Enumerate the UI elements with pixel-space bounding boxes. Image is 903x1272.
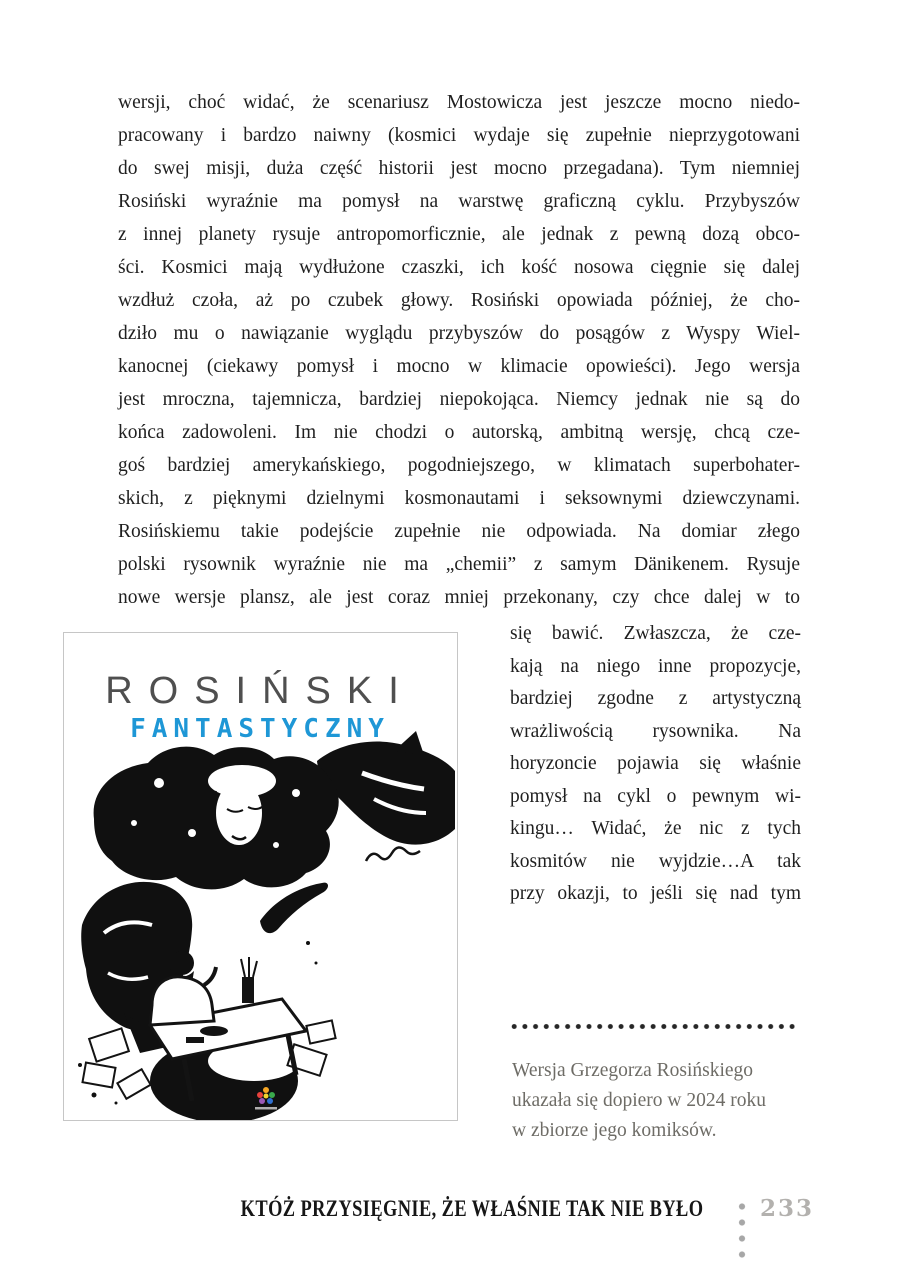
body-text: [118, 86, 800, 614]
body-line: pracowany i bardzo naiwny (kosmici wydaje się zupełnie nieprzygotowani: [118, 125, 800, 146]
wrap-line: bardziej zgodne z artystyczną: [510, 688, 801, 709]
wrap-line: pomysł na cykl o pewnym wi-: [510, 785, 801, 807]
body-line: Rosińskiemu takie podejście zupełnie nie odpowiada. Na domiar złego: [118, 521, 800, 542]
body-line: wzdłuż czoła, aż po czubek głowy. Rosiński opowiada później, że cho-: [118, 290, 800, 311]
book-cover: [63, 632, 458, 1121]
wrap-line: horyzoncie pojawia się właśnie: [510, 753, 801, 774]
wrap-line: kosmitów nie wyjdzie…A tak: [510, 850, 801, 872]
body-line: nowe wersje plansz, ale jest coraz mniej przekonany, czy chce dalej w to: [118, 587, 800, 608]
body-line: wersji, choć widać, że scenariusz Mostowicza jest jeszcze mocno niedo-: [118, 92, 800, 113]
footer-dots-column: [737, 1200, 747, 1263]
photo-caption: [512, 1056, 822, 1146]
wrap-line: kają na niego inne propozycje,: [510, 655, 801, 677]
body-line: polski rysownik wyraźnie nie ma „chemii” z samym Dänikenem. Rysuje: [118, 554, 800, 575]
wrap-line: kingu… Widać, że nic z tych: [510, 818, 801, 839]
dotted-separator: [511, 1023, 800, 1030]
body-line: z innej planety rysuje antropomorficznie, ale jednak z pewną dozą obco-: [118, 224, 800, 245]
wrap-text: [510, 618, 801, 911]
body-line: kanocnej (ciekawy pomysł i mocno w klimacie opowieści). Jego wersja: [118, 356, 800, 377]
body-line: dziło mu o nawiązanie wyglądu przybyszów do posągów z Wyspy Wiel-: [118, 323, 800, 344]
caption-line: Wersja Grzegorza Rosińskiego: [512, 1060, 754, 1081]
artist-signature: [366, 847, 420, 861]
body-line: końca zadowoleni. Im nie chodzi o autorską, ambitną wersję, chcą cze-: [118, 422, 800, 443]
body-line: jest mroczna, tajemnicza, bardziej niepokojąca. Niemcy jednak nie są do: [118, 389, 800, 410]
wrap-line: się bawić. Zwłaszcza, że cze-: [510, 623, 801, 644]
body-line: do swej misji, duża część historii jest mocno przegadana). Tym niemniej: [118, 158, 800, 179]
body-line: ści. Kosmici mają wydłużone czaszki, ich kość nosowa cięgnie się dalej: [118, 257, 800, 278]
body-line: Rosiński wyraźnie ma pomysł na warstwę graficzną cyklu. Przybyszów: [118, 191, 800, 212]
ink-montage-art: [78, 731, 455, 1120]
caption-line: ukazała się dopiero w 2024 roku: [512, 1090, 766, 1111]
cover-author-title: ROSIŃSKI: [105, 670, 415, 712]
body-line: goś bardziej amerykańskiego, pogodniejszego, w klimatach superbohater-: [118, 455, 800, 476]
wrap-line: wrażliwością rysownika. Na: [510, 720, 801, 742]
caption-line: w zbiorze jego komiksów.: [512, 1120, 717, 1141]
page-number: 233: [760, 1195, 815, 1222]
cover-illustration: [64, 633, 457, 1120]
wrap-line: przy okazji, to jeśli się nad tym: [510, 883, 801, 904]
cover-series-title: FANTASTYCZNY: [130, 714, 390, 744]
running-footer-title: KTÓŻ PRZYSIĘGNIE, ŻE WŁAŚNIE TAK NIE BYŁO: [240, 1196, 703, 1221]
body-line: skich, z pięknymi dzielnymi kosmonautami i seksownymi dziewczynami.: [118, 488, 800, 509]
